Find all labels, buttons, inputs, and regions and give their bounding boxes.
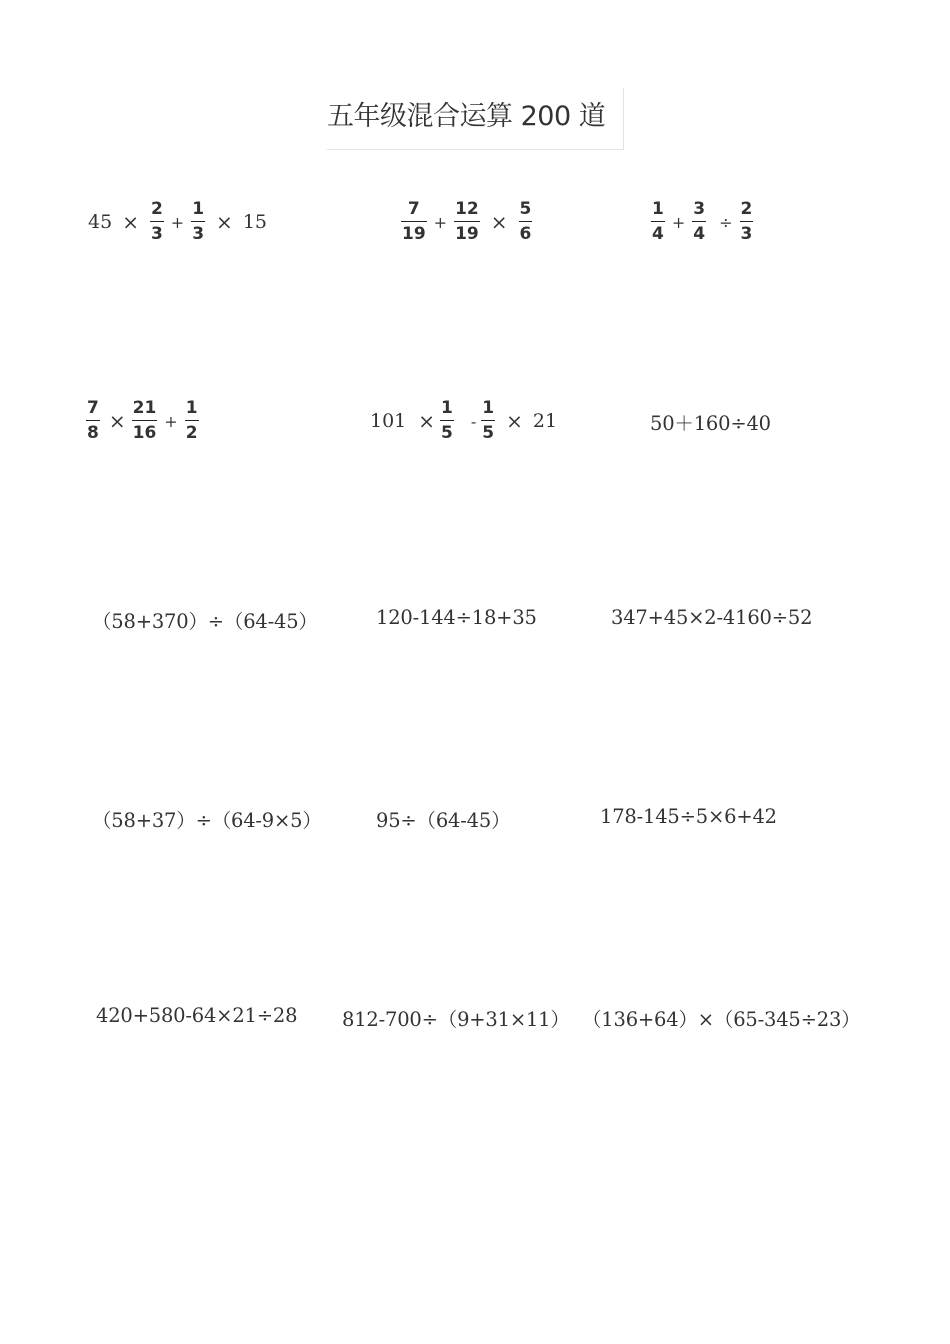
operator: × bbox=[490, 210, 508, 234]
numerator: 1 bbox=[192, 198, 205, 219]
fraction bbox=[519, 198, 533, 245]
problem-r4-c2: 95÷（64-45） bbox=[376, 809, 511, 832]
operator: × bbox=[108, 409, 126, 433]
fraction bbox=[440, 397, 454, 444]
denominator: 4 bbox=[693, 224, 706, 245]
operator: × bbox=[216, 210, 233, 234]
numerator: 7 bbox=[407, 198, 420, 219]
term: 15 bbox=[242, 211, 267, 233]
fraction bbox=[150, 198, 164, 245]
numerator: 1 bbox=[652, 198, 664, 219]
problem-r5-c1: 420+580-64×21÷28 bbox=[96, 1004, 298, 1027]
numerator: 2 bbox=[740, 198, 753, 219]
denominator: 3 bbox=[192, 224, 205, 245]
fraction bbox=[185, 397, 199, 444]
problem-r2-c3: 50＋160÷40 bbox=[650, 412, 771, 435]
numerator: 2 bbox=[150, 198, 163, 219]
operator: × bbox=[418, 409, 436, 433]
denominator: 19 bbox=[402, 224, 426, 245]
numerator: 1 bbox=[441, 397, 453, 418]
denominator: 2 bbox=[185, 423, 198, 444]
denominator: 6 bbox=[519, 224, 532, 245]
operator: × bbox=[506, 409, 523, 433]
operator: + bbox=[433, 212, 448, 232]
fraction bbox=[651, 198, 665, 245]
problem-r1-c2 bbox=[398, 192, 535, 252]
problem-r1-c1 bbox=[86, 192, 269, 252]
operator: + bbox=[671, 212, 686, 232]
problem-r5-c3: （136+64）×（65-345÷23） bbox=[582, 1008, 861, 1031]
operator: ÷ bbox=[719, 212, 733, 232]
problem-r3-c1: （58+370）÷（64-45） bbox=[92, 610, 318, 633]
denominator: 5 bbox=[482, 423, 495, 444]
denominator: 3 bbox=[740, 224, 753, 245]
problem-r2-c2 bbox=[368, 391, 559, 451]
denominator: 4 bbox=[652, 224, 664, 245]
problem-r3-c2: 120-144÷18+35 bbox=[376, 606, 537, 629]
operator: × bbox=[122, 210, 139, 234]
denominator: 19 bbox=[455, 224, 479, 245]
numerator: 3 bbox=[693, 198, 706, 219]
page-title: 五年级混合运算 200 道 bbox=[327, 101, 606, 132]
operator: - bbox=[470, 411, 477, 431]
numerator: 12 bbox=[455, 198, 479, 219]
denominator: 3 bbox=[150, 224, 163, 245]
fraction bbox=[692, 198, 706, 245]
fraction bbox=[191, 198, 205, 245]
operator: + bbox=[164, 411, 178, 431]
numerator: 7 bbox=[87, 397, 99, 418]
problem-r2-c1 bbox=[83, 391, 202, 451]
fraction bbox=[740, 198, 754, 245]
problem-r5-c2: 812-700÷（9+31×11） bbox=[342, 1008, 570, 1031]
numerator: 1 bbox=[185, 397, 198, 418]
term: 101 bbox=[370, 410, 407, 432]
denominator: 16 bbox=[132, 423, 157, 444]
problem-r1-c3 bbox=[648, 192, 756, 252]
numerator: 21 bbox=[132, 397, 157, 418]
numerator: 5 bbox=[519, 198, 532, 219]
fraction bbox=[481, 397, 495, 444]
denominator: 8 bbox=[87, 423, 99, 444]
problem-r4-c1: （58+37）÷（64-9×5） bbox=[92, 809, 322, 832]
operator: + bbox=[170, 212, 185, 232]
denominator: 5 bbox=[441, 423, 453, 444]
problem-r4-c3: 178-145÷5×6+42 bbox=[600, 805, 777, 828]
title-box bbox=[327, 88, 624, 150]
term: 45 bbox=[88, 211, 113, 233]
fraction bbox=[401, 198, 427, 245]
term: 21 bbox=[532, 410, 558, 432]
fraction bbox=[132, 397, 158, 444]
numerator: 1 bbox=[482, 397, 495, 418]
fraction bbox=[86, 397, 100, 444]
problem-r3-c3: 347+45×2-4160÷52 bbox=[611, 606, 813, 629]
fraction bbox=[454, 198, 480, 245]
